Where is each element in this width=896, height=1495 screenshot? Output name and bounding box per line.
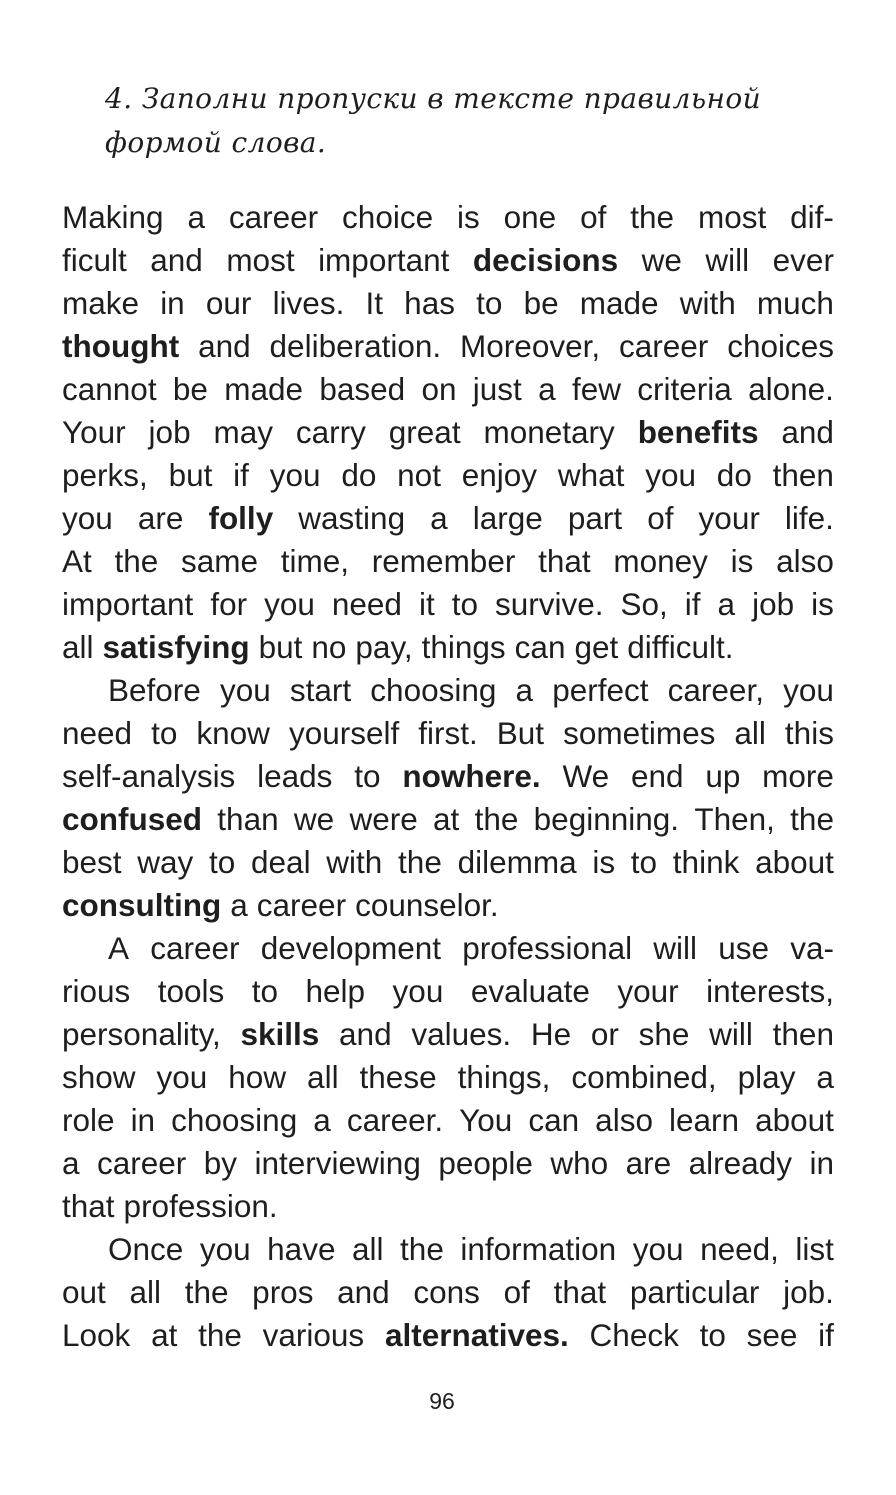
word: enjoy	[461, 457, 538, 493]
answer-word: alternatives.	[384, 1317, 569, 1353]
word: a	[538, 371, 556, 407]
word: a	[816, 1059, 834, 1095]
word: career.	[346, 1102, 444, 1138]
word: few	[571, 371, 621, 407]
word: end	[630, 758, 684, 794]
text-line	[62, 1013, 834, 1056]
exercise-heading	[105, 77, 835, 165]
word: you	[392, 973, 444, 1009]
word: these	[359, 1059, 437, 1095]
word: a	[515, 672, 534, 708]
word: va-	[790, 930, 834, 966]
word: get	[574, 629, 619, 665]
word: best	[62, 844, 122, 880]
word: were	[349, 801, 418, 837]
word: yourself	[288, 715, 400, 751]
word: much	[756, 285, 834, 321]
word: make	[62, 285, 140, 321]
word: can	[528, 1102, 580, 1138]
word: deal	[251, 844, 311, 880]
word: are	[625, 1145, 672, 1181]
word: than	[217, 801, 279, 837]
text-line	[62, 884, 834, 927]
word: you	[632, 1231, 684, 1267]
word: be	[172, 371, 208, 407]
word: then	[772, 1016, 834, 1052]
word: dilemma	[457, 844, 577, 880]
word: Look	[62, 1317, 131, 1353]
word: to	[451, 586, 478, 622]
word: that	[62, 1188, 115, 1224]
word: the	[398, 844, 442, 880]
word: do	[716, 457, 752, 493]
word: with	[679, 285, 736, 321]
word: same	[181, 543, 259, 579]
word: may	[213, 414, 273, 450]
word: It	[365, 285, 384, 321]
word: perfect	[552, 672, 649, 708]
word: Moreover,	[460, 328, 601, 364]
word: We	[562, 758, 610, 794]
text-line	[62, 798, 834, 841]
text-line	[62, 239, 834, 282]
word: evaluate	[470, 973, 590, 1009]
word: need,	[700, 1231, 779, 1267]
word: counselor.	[355, 887, 499, 923]
word: of	[580, 199, 607, 235]
word: profession.	[123, 1188, 278, 1224]
word: life.	[784, 500, 834, 536]
word: think	[672, 844, 740, 880]
word: for	[210, 586, 248, 622]
word: and	[198, 328, 251, 364]
word: based	[319, 371, 406, 407]
word: development	[260, 930, 442, 966]
passage-text	[62, 196, 834, 1357]
word: is	[592, 844, 616, 880]
text-line	[62, 755, 834, 798]
word: by	[203, 1145, 238, 1181]
word: most	[226, 242, 295, 278]
word: need	[331, 586, 402, 622]
text-line	[62, 1056, 834, 1099]
word: the	[400, 1231, 444, 1267]
text-line	[62, 196, 834, 239]
text-line	[62, 411, 834, 454]
word: in	[160, 285, 185, 321]
word: a	[430, 500, 448, 536]
word: if	[818, 1317, 834, 1353]
word: a	[230, 887, 248, 923]
word: more	[762, 758, 834, 794]
word: in	[130, 1102, 156, 1138]
word: But	[496, 715, 545, 751]
word: rious	[62, 973, 131, 1009]
word: particular	[629, 1274, 760, 1310]
word: list	[795, 1231, 834, 1267]
word: important	[318, 242, 450, 278]
word: cons	[413, 1274, 480, 1310]
word: combined,	[571, 1059, 717, 1095]
word: you	[783, 672, 834, 708]
word: ficult	[62, 242, 127, 278]
word: is	[811, 586, 834, 622]
word: at	[151, 1317, 178, 1353]
word: a	[62, 1145, 80, 1181]
word: who	[550, 1145, 609, 1181]
word: if	[233, 457, 249, 493]
word: things,	[457, 1059, 551, 1095]
word: know	[196, 715, 270, 751]
word: our	[205, 285, 252, 321]
word: is	[457, 199, 480, 235]
word: the	[630, 199, 675, 235]
word: pay,	[355, 629, 413, 665]
text-line	[62, 368, 834, 411]
word: various	[262, 1317, 365, 1353]
answer-word: confused	[62, 801, 203, 837]
word: ever	[772, 242, 834, 278]
word: You	[459, 1102, 513, 1138]
word: wasting	[298, 500, 406, 536]
word: carry	[295, 414, 366, 450]
word: choices	[727, 328, 834, 364]
text-line	[62, 1099, 834, 1142]
word: made	[224, 371, 304, 407]
word: the	[198, 1317, 242, 1353]
answer-word: nowhere.	[402, 758, 541, 794]
word: and	[339, 1016, 392, 1052]
word: time,	[280, 543, 350, 579]
answer-word: consulting	[62, 887, 222, 923]
word: of	[503, 1274, 530, 1310]
text-line	[62, 1185, 834, 1228]
word: survive.	[494, 586, 604, 622]
text-line	[62, 497, 834, 540]
word: at	[433, 801, 460, 837]
word: all	[307, 1059, 339, 1095]
word: do	[341, 457, 377, 493]
word: to	[630, 844, 658, 880]
word: beginning.	[533, 801, 680, 837]
word: career	[97, 1145, 187, 1181]
word: to	[699, 1317, 726, 1353]
word: values.	[411, 1016, 512, 1052]
word: large	[472, 500, 543, 536]
word: perks,	[62, 457, 148, 493]
word: dif-	[790, 199, 834, 235]
word: Before	[108, 672, 201, 708]
text-line	[62, 1314, 834, 1357]
word: or	[590, 1016, 619, 1052]
word: deliberation.	[269, 328, 442, 364]
word: your	[698, 500, 760, 536]
word: important	[62, 586, 194, 622]
word: remember	[371, 543, 516, 579]
text-line	[62, 626, 834, 669]
word: great	[388, 414, 461, 450]
word: has	[404, 285, 455, 321]
word: career	[150, 930, 240, 966]
word: start	[289, 672, 352, 708]
word: if	[684, 586, 701, 622]
word: Check	[589, 1317, 679, 1353]
word: will	[705, 242, 750, 278]
word: Once	[108, 1231, 184, 1267]
word: will	[653, 930, 698, 966]
word: to	[209, 844, 236, 880]
word: she	[638, 1016, 690, 1052]
word: Your	[62, 414, 126, 450]
word: not	[397, 457, 441, 493]
word: career	[256, 887, 347, 923]
word: but	[168, 457, 213, 493]
word: interviewing	[254, 1145, 421, 1181]
word: tools	[157, 973, 225, 1009]
word: out	[62, 1274, 106, 1310]
word: the	[184, 1274, 229, 1310]
word: no	[311, 629, 347, 665]
word: already	[688, 1145, 792, 1181]
word: that	[538, 543, 591, 579]
word: Then,	[694, 801, 775, 837]
word: a	[717, 586, 736, 622]
word: but	[258, 629, 303, 665]
word: the	[114, 543, 159, 579]
word: also	[776, 543, 834, 579]
word: use	[718, 930, 770, 966]
text-line	[62, 841, 834, 884]
answer-word: benefits	[637, 414, 759, 450]
word: career	[228, 199, 319, 235]
word: to	[476, 285, 503, 321]
word: choosing	[171, 1102, 298, 1138]
answer-word: folly	[208, 500, 274, 536]
word: professional	[462, 930, 633, 966]
text-line	[62, 1271, 834, 1314]
word: He	[530, 1016, 572, 1052]
word: this	[784, 715, 834, 751]
word: money	[613, 543, 708, 579]
text-line	[62, 540, 834, 583]
word: to	[354, 758, 381, 794]
exercise-heading-line: формой слова.	[105, 126, 327, 159]
word: At	[62, 543, 92, 579]
word: you	[219, 672, 271, 708]
text-line	[62, 970, 834, 1013]
word: So,	[620, 586, 668, 622]
word: then	[772, 457, 834, 493]
answer-word: satisfying	[102, 629, 250, 665]
word: career,	[667, 672, 764, 708]
word: all	[62, 629, 94, 665]
word: career	[619, 328, 709, 364]
word: be	[523, 285, 559, 321]
text-line	[62, 454, 834, 497]
text-line	[62, 927, 834, 970]
word: job.	[783, 1274, 834, 1310]
word: with	[326, 844, 383, 880]
word: are	[137, 500, 184, 536]
word: of	[647, 500, 674, 536]
word: first.	[418, 715, 478, 751]
word: you	[156, 1059, 208, 1095]
word: most	[697, 199, 767, 235]
text-line	[62, 282, 834, 325]
word: you	[645, 457, 696, 493]
word: made	[579, 285, 659, 321]
word: can	[514, 629, 566, 665]
word: cannot	[62, 371, 157, 407]
word: on	[421, 371, 457, 407]
page-number: 96	[429, 1388, 455, 1414]
word: play	[737, 1059, 796, 1095]
word: show	[62, 1059, 136, 1095]
word: also	[595, 1102, 653, 1138]
answer-word: skills	[240, 1016, 320, 1052]
word: job	[148, 414, 191, 450]
word: one	[503, 199, 557, 235]
word: what	[557, 457, 625, 493]
word: you	[199, 1231, 251, 1267]
word: all	[352, 1231, 384, 1267]
word: learn	[669, 1102, 740, 1138]
word: is	[730, 543, 754, 579]
word: interests,	[706, 973, 834, 1009]
word: self-analysis	[62, 758, 236, 794]
word: a	[313, 1102, 331, 1138]
word: you	[264, 586, 315, 622]
word: information	[460, 1231, 617, 1267]
word: it	[418, 586, 435, 622]
word: need	[62, 715, 133, 751]
word: a	[187, 199, 205, 235]
word: personality,	[62, 1016, 221, 1052]
word: job	[752, 586, 795, 622]
text-line	[62, 583, 834, 626]
word: just	[472, 371, 522, 407]
word: your	[617, 973, 679, 1009]
word: to	[151, 715, 178, 751]
word: see	[746, 1317, 798, 1353]
word: all	[734, 715, 766, 751]
word: we	[641, 242, 682, 278]
word: that	[553, 1274, 607, 1310]
word: and	[781, 414, 834, 450]
word: sometimes	[563, 715, 716, 751]
word: how	[228, 1059, 287, 1095]
word: things	[421, 629, 506, 665]
word: have	[267, 1231, 336, 1267]
word: difficult.	[627, 629, 734, 665]
text-line	[62, 1228, 834, 1271]
word: and	[150, 242, 203, 278]
word: about	[755, 1102, 834, 1138]
answer-word: thought	[62, 328, 180, 364]
word: lives.	[272, 285, 345, 321]
text-line	[62, 325, 834, 368]
word: the	[474, 801, 519, 837]
word: people	[438, 1145, 533, 1181]
text-line	[62, 712, 834, 755]
word: choice	[342, 199, 434, 235]
word: pros	[252, 1274, 314, 1310]
word: up	[705, 758, 741, 794]
word: choosing	[370, 672, 497, 708]
word: part	[567, 500, 623, 536]
word: you	[269, 457, 321, 493]
word: way	[137, 844, 194, 880]
word: alone.	[748, 371, 834, 407]
word: help	[305, 973, 366, 1009]
text-line	[62, 1142, 834, 1185]
word: all	[129, 1274, 161, 1310]
word: leads	[257, 758, 333, 794]
word: in	[809, 1145, 834, 1181]
word: Making	[62, 199, 164, 235]
exercise-heading-line: 4. Заполни пропуски в тексте правильной	[105, 82, 762, 115]
word: about	[755, 844, 834, 880]
word: and	[337, 1274, 390, 1310]
word: to	[251, 973, 279, 1009]
word: the	[790, 801, 834, 837]
word: criteria	[637, 371, 732, 407]
word: we	[293, 801, 335, 837]
text-line	[62, 669, 834, 712]
word: role	[62, 1102, 115, 1138]
word: you	[62, 500, 113, 536]
word: monetary	[483, 414, 615, 450]
answer-word: decisions	[472, 242, 619, 278]
word: will	[709, 1016, 753, 1052]
word: A	[108, 930, 130, 966]
